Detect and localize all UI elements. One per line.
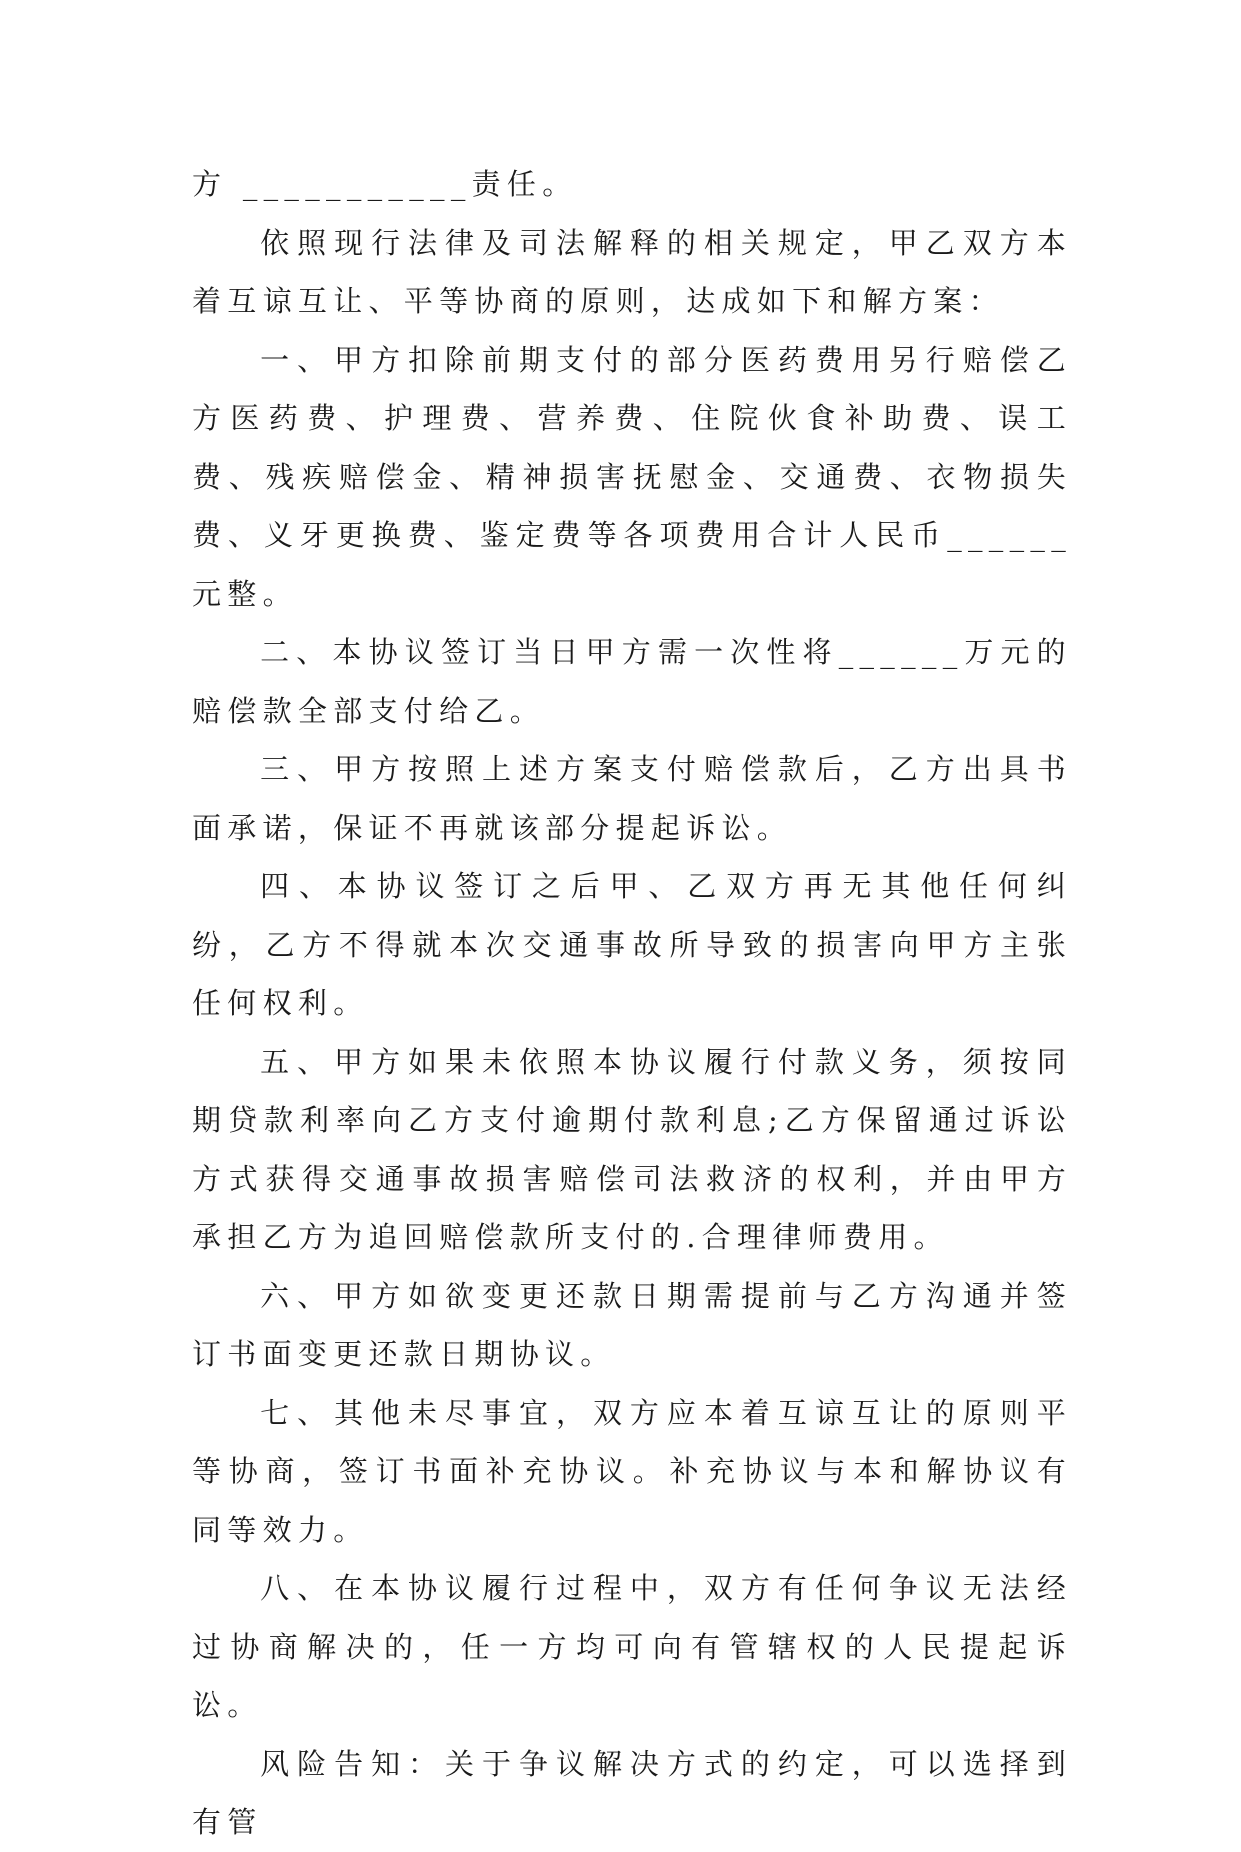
- paragraph-liability-continuation: 方 ___________责任。: [192, 167, 578, 201]
- paragraph-clause-6: 六、甲方如欲变更还款日期需提前与乙方沟通并签订书面变更还款日期协议。: [192, 1278, 1072, 1371]
- paragraph-clause-2: 二、本协议签订当日甲方需一次性将______万元的赔偿款全部支付给乙。: [192, 635, 1072, 728]
- paragraph-clause-4: 四、本协议签订之后甲、乙双方再无其他任何纠纷，乙方不得就本次交通事故所导致的损害向甲方主张任何权利。: [192, 869, 1072, 1020]
- paragraph-clause-3: 三、甲方按照上述方案支付赔偿款后，乙方出具书面承诺，保证不再就该部分提起诉讼。: [192, 752, 1072, 845]
- paragraph-clause-1: 一、甲方扣除前期支付的部分医药费用另行赔偿乙方医药费、护理费、营养费、住院伙食补助费、误工费、残疾赔偿金、精神损害抚慰金、交通费、衣物损失费、义牙更换费、鉴定费等各项费用合计人民币______元整。: [192, 342, 1072, 611]
- paragraph-intro: 依照现行法律及司法解释的相关规定，甲乙双方本着互谅互让、平等协商的原则，达成如下和解方案：: [192, 225, 1072, 318]
- paragraph-risk-notice: 风险告知：关于争议解决方式的约定，可以选择到有管: [192, 1746, 1072, 1839]
- paragraph-clause-5: 五、甲方如果未依照本协议履行付款义务，须按同期贷款利率向乙方支付逾期付款利息;乙方保留通过诉讼方式获得交通事故损害赔偿司法救济的权利，并由甲方承担乙方为追回赔偿款所支付的.合理律师费用。: [192, 1044, 1072, 1254]
- paragraph-clause-7: 七、其他未尽事宜，双方应本着互谅互让的原则平等协商，签订书面补充协议。补充协议与本和解协议有同等效力。: [192, 1395, 1072, 1547]
- document-body: [192, 155, 1072, 1852]
- paragraph-clause-8: 八、在本协议履行过程中，双方有任何争议无法经过协商解决的，任一方均可向有管辖权的人民提起诉讼。: [192, 1571, 1072, 1722]
